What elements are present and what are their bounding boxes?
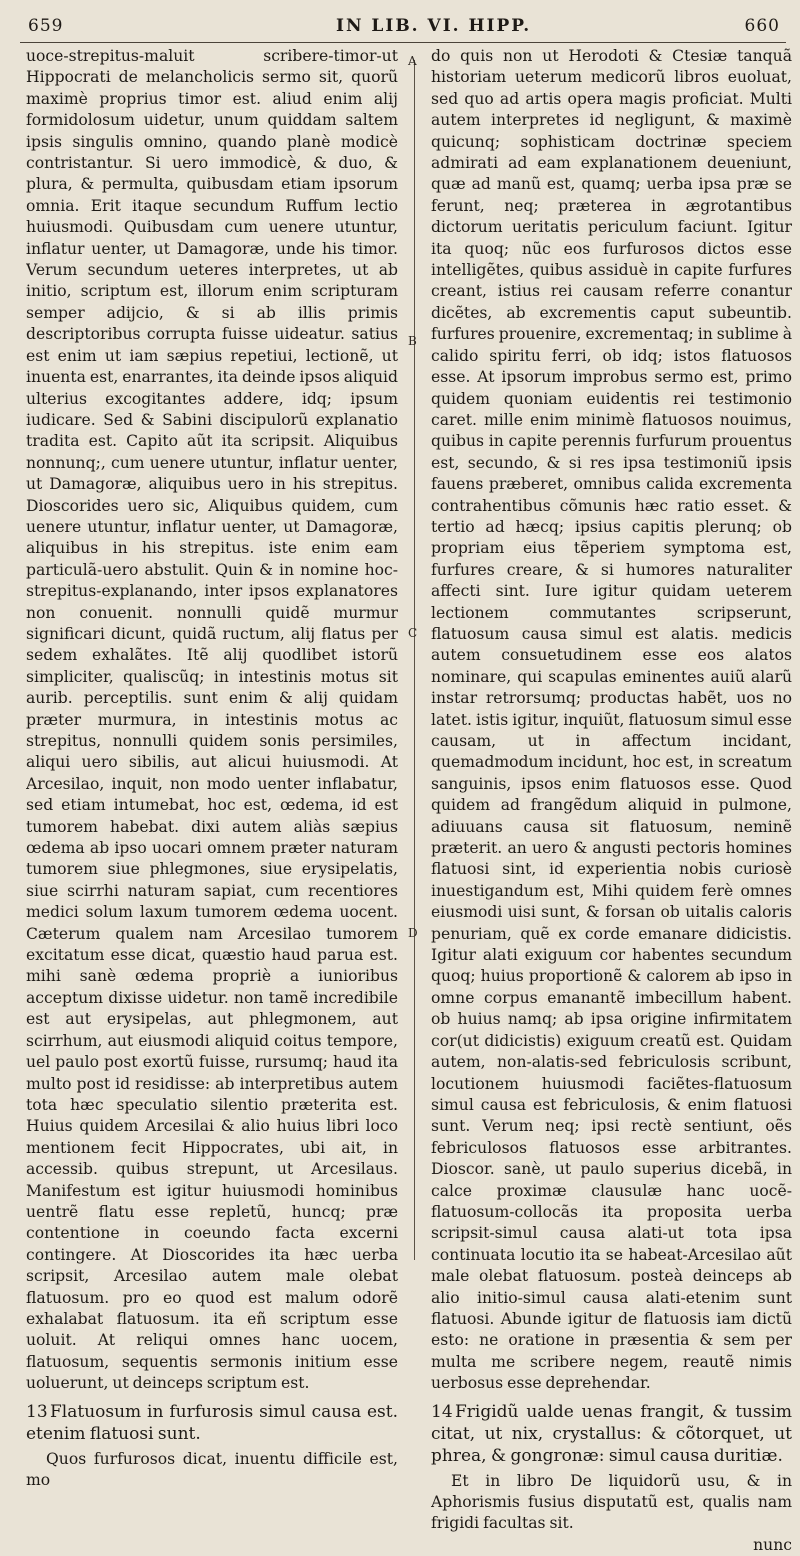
left-body-text: uoce-strepitus-maluit scribere-timor-ut Hippocrati de melancholicis sermo sit, quorũ maximè proprius timor est. aliud enim alij formidolosum uidetur, unum quiddam saltem ipsis singulis omnino, quando planè modicè contristantur. Si uero immodicè, & duo, & plura, & permulta, quibusdam etiam ipsorum omnia. Erit itaque secundum Ruffum lectio huiusmodi. Quibusdam cum uenere utuntur, inflatur uenter, ut Damagoræ, unde his timor. Verum secundum ueteres interpretes, ut ab initio, scriptum est, illorum enim scripturam semper adijcio, & si ab illis primis descriptoribus corrupta fuisse uideatur. satius est enim ut iam sæpius repetiui, lectionẽ, ut inuenta est, enarrantes, ita deinde ipsos aliquid ulterius excogitantes addere, idq; ipsum iudicare. Sed & Sabini discipulorũ explanatio tradita est. Capito aũt ita scripsit. Aliquibus nonnunq;, cum uenere utuntur, inflatur uenter, ut Damagoræ, aliquibus uero in his strepitus. Dioscorides uero sic, Aliquibus quidem, cum uenere utuntur, inflatur uenter, ut Damagoræ, aliquibus in his strepitus. iste enim eam particulã-uero abstulit. Quin & in nomine hoc-strepitus-explanando, inter ipsos explanatores non conuenit. nonnulli quidẽ murmur significari dicunt, quidã ructum, alij flatus per sedem exhalãtes. Itẽ alij quodlibet istorũ simpliciter, qualiscũq; in intestinis motus sit aurib. perceptilis. sunt enim & alij quidam præter murmura, in intestinis motus ac strepitus, nonnulli quidem sonis persimiles, aliqui uero sibilis, aut alicui huiusmodi. At Arcesilao, inquit, non modo uenter inflabatur, sed etiam intumebat, hoc est, œdema, id est tumorem habebat. dixi autem aliàs sæpius œdema ab ipso uocari omnem præter naturam tumorem siue phlegmones, siue erysipelatis, siue scirrhi naturam sapiat, cum recentiores medici solum laxum tumorem œdema uocent. Cæterum qualem nam Arcesilao tumorem excitatum esse dicat, quæstio haud parua est. mihi sanè œdema propriè a iunioribus acceptum dixisse uidetur. non tamẽ incredibile est aut erysipelas, aut phlegmonem, aut scirrhum, aut eiusmodi aliquid coitus tempore, uel paulo post exortũ fuisse, rursumq; haud ita multo post id residisse: ab interpretibus autem tota hæc speculatio silentio præterita est. Huius quidem Arcesilai & alio huius libri loco mentionem fecit Hippocrates, ubi ait, in accessib. quibus strepunt, ut Arcesilaus. Manifestum est igitur huiusmodi hominibus uentrẽ flatu esse repletũ, huncq; præ contentione in coeundo facta excerni contingere. At Dioscorides ita hæc uerba scripsit, Arcesilao autem male olebat flatuosum. pro eo quod est malum odorẽ exhalabat flatuosum. ita eñ scriptum esse uoluit. At reliqui omnes hanc uocem, flatuosum, sequentis sermonis initium esse uoluerunt, ut deinceps scriptum est. (26, 47, 398, 1393)
margin-letter-d: D (408, 926, 418, 940)
right-column (431, 46, 792, 1556)
catchword: nunc (753, 1535, 792, 1554)
margin-letter-a: A (408, 54, 417, 68)
margin-letter-c: C (408, 626, 418, 640)
right-after-heading-text: Et in libro De liquidorũ usu, & in Aphorismis fusius disputatũ est, qualis nam frigidi facultas sit. (431, 1471, 792, 1533)
section-heading-text: Frigidũ ualde uenas frangit, & tussim citat, ut nix, crystallus: & cõtorquet, ut phrea, & gongronæ: simul causa duritiæ. (431, 1401, 792, 1466)
left-column (26, 46, 398, 1491)
running-header (0, 16, 800, 42)
margin-letter-b: B (408, 334, 417, 348)
divider-rule (414, 60, 415, 1260)
section-heading-13 (26, 1401, 398, 1445)
page-number-right: 660 (744, 16, 780, 36)
section-heading-text: Flatuosum in furfurosis simul causa est. etenim flatuosi sunt. (26, 1401, 398, 1444)
left-after-heading-text: Quos furfurosos dicat, inuentu difficile est, mo (26, 1449, 398, 1489)
page-number-left: 659 (28, 16, 64, 36)
column-divider (408, 46, 422, 1260)
running-title: IN LIB. VI. HIPP. (336, 16, 532, 36)
section-heading-14 (431, 1401, 792, 1467)
section-number: 13 (26, 1401, 48, 1422)
header-rule (20, 42, 786, 43)
right-body-text: do quis non ut Herodoti & Ctesiæ tanquã historiam ueterum medicorũ libros euoluat, sed quo ad artis opera magis proficiat. Multi autem interpretes id negligunt, & maximè quicunq; sophisticam doctrinæ speciem admirati ad eam explanationem deueniunt, quæ ad manũ est, quamq; uerba ipsa præ se ferunt, neq; præterea in ægrotantibus dictorum ueritatis periculum faciunt. Igitur ita quoq; nũc eos furfurosos dictos esse intelligẽtes, quibus assiduè in capite furfures creant, istius rei causam referre conantur dicẽtes, ab excrementis caput subeuntib. furfures prouenire, excrementaq; in sublime à calido spiritu ferri, ob idq; istos flatuosos esse. At ipsorum improbus sermo est, primo quidem quoniam euidentis rei testimonio caret. mille enim minimè flatuosos nouimus, quibus in capite perennis furfurum prouentus est, secundo, & si res ipsa testimoniũ ipsis fauens præberet, omnibus calida excrementa contrahentibus cõmunis hæc ratio esset. & tertio ad hæcq; ipsius capitis plerunq; ob propriam eius tẽperiem symptoma est, furfures creare, & si humores naturaliter affecti sint. Iure igitur quidam ueterem lectionem commutantes scripserunt, flatuosum causa simul est alatis. medicis autem consuetudinem esse eos alatos nominare, qui scapulas eminentes auiũ alarũ instar retrorsumq; productas habẽt, uos no latet. istis igitur, inquiũt, flatuosum simul esse causam, ut in affectum incidant, quemadmodum incidunt, hoc est, in screatum sanguinis, ipsos enim flatuosos esse. Quod quidem ad frangẽdum aliquid in pulmone, adiuuans causa sit flatuosum, neminẽ præterit. an uero & angusti pectoris homines flatuosi sint, id experientia nobis curiosè inuestigandum est, Mihi quidem ferè omnes eiusmodi uisi sunt, & forsan ob uitalis caloris penuriam, quẽ ex corde emanare didicistis. Igitur alati exiguum cor habentes secundum quoq; huius proportionẽ & calorem ab ipso in omne corpus emanantẽ imbecillum habent. ob huius namq; ab ipsa origine infirmitatem cor(ut didicistis) exiguum creatũ est. Quidam autem, non-alatis-sed febriculosis scribunt, locutionem huiusmodi faciẽtes-flatuosum simul causa est febriculosis, & enim flatuosi sunt. Verum neq; ipsi rectè sentiunt, oẽs febriculosos flatuosos esse arbitrantes. Dioscor. sanè, ut paulo superius dicebã, in calce proximæ clausulæ hanc uocẽ-flatuosum-collocãs ita proposita uerba scripsit-simul causa alati-ut tota ipsa continuata locutio ita se habeat-Arcesilao aũt male olebat flatuosum. posteà deinceps ab alio initio-simul causa alati-etenim sunt flatuosi. Abunde igitur de flatuosis iam dictũ esto: ne oratione in præsentia & sem per multa me scribere negem, reautẽ nimis uerbosus esse deprehendar. (431, 47, 792, 1393)
section-number: 14 (431, 1401, 453, 1422)
